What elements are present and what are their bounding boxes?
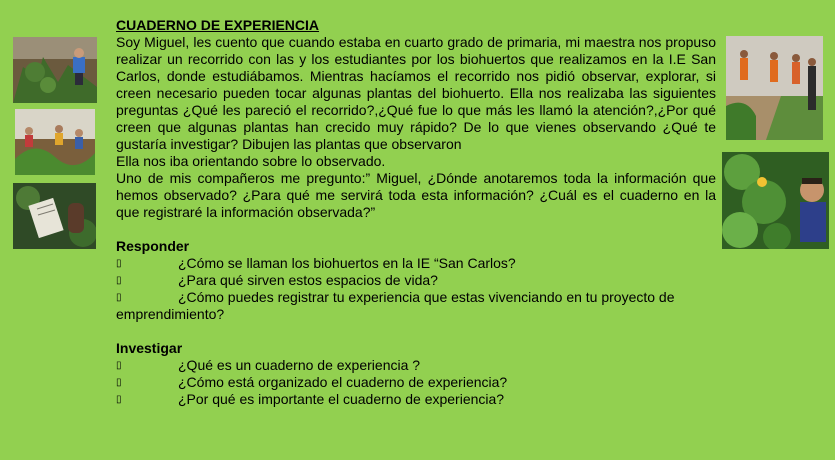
list-item [116,289,716,306]
bullet-icon: ▯ [116,377,122,388]
story-paragraph-1: Soy Miguel, les cuento que cuando estaba en cuarto grado de primaria, mi maestra nos propuso realizar un recorrido con las y los estudiantes por los biohuertos que realizamos en la I.E San Carlos, donde estudiábamos. Mientras hacíamos el recorrido nos pidió observar, explorar, si creen necesario pueden tocar algunas plantas del biohuerto. Ella nos realizaba las siguientes preguntas ¿Qué les pareció el recorrido?,¿Qué fue lo que más les llamó la atención?,¿Por qué creen que algunas plantas han crecido muy rápido? De lo que vienes observando ¿Qué te gustaría investigar? Dibujen las plantas que observaron [116,34,716,152]
bullet-icon: ▯ [116,394,122,405]
document-title: CUADERNO DE EXPERIENCIA [116,17,320,33]
responder-heading: Responder [116,238,190,254]
list-item [116,357,716,374]
students-path-photo [726,36,823,140]
notebook-plant-photo [13,183,96,249]
investigar-question-1: ¿Qué es un cuaderno de experiencia ? [178,357,421,373]
garden-child-photo [13,37,97,103]
boy-plants-photo [722,152,829,249]
bullet-icon: ▯ [116,275,122,286]
story-paragraph-3: Uno de mis compañeros me pregunto:” Miguel, ¿Dónde anotaremos toda la información que hemos observado? ¿Para qué me servirá toda esta información? ¿Cuál es el cuaderno en la que registraré la información observada?” [116,170,716,220]
spacer [116,221,716,238]
list-item [116,391,716,408]
investigar-question-3: ¿Por qué es importante el cuaderno de experiencia? [178,391,505,407]
list-item [116,374,716,391]
list-item [116,272,716,289]
responder-question-2: ¿Para qué sirven estos espacios de vida? [178,272,438,288]
spacer [116,323,716,340]
responder-question-3: ¿Cómo puedes registrar tu experiencia que estas vivenciando en tu proyecto de [178,289,675,305]
garden-group-photo [15,109,95,175]
investigar-heading: Investigar [116,340,183,356]
story-paragraph-2: Ella nos iba orientando sobre lo observado. [116,153,386,169]
responder-question-3-continuation: emprendimiento? [116,306,225,322]
bullet-icon: ▯ [116,258,122,269]
bullet-icon: ▯ [116,292,122,303]
investigar-question-2: ¿Cómo está organizado el cuaderno de experiencia? [178,374,508,390]
list-item [116,255,716,272]
bullet-icon: ▯ [116,360,122,371]
responder-question-1: ¿Cómo se llaman los biohuertos en la IE “San Carlos? [178,255,516,271]
document-body [116,17,716,408]
